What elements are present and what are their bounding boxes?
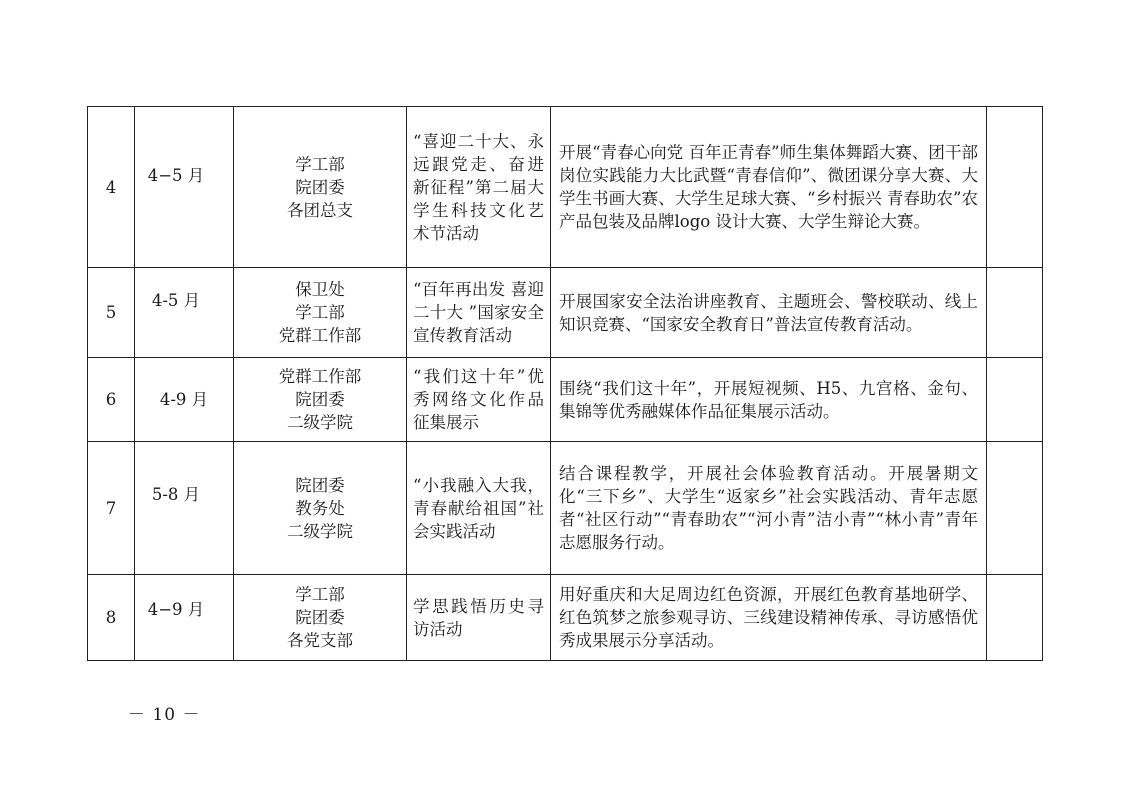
time-text: 4−9 月: [147, 600, 205, 619]
time-cell: [135, 268, 234, 358]
department-cell: 保卫处 学工部 党群工作部: [234, 268, 407, 358]
activity-name: “我们这十年”优秀网络文化作品征集展示: [413, 367, 544, 432]
time-text: 5-8 月: [151, 484, 201, 504]
activity-table: [87, 106, 1043, 661]
department-cell: 学工部 院团委 各团总支: [234, 107, 407, 268]
time-text: 4−5 月: [147, 165, 205, 185]
activity-content-cell: 用好重庆和大足周边红色资源，开展红色教育基地研学、红色筑梦之旅参观寻访、三线建设精神传承、寻访感悟优秀成果展示分享活动。: [551, 575, 987, 661]
row-number: 6: [88, 358, 135, 442]
activity-name: 学思践悟历史寻访活动: [413, 596, 544, 639]
table-row: [88, 575, 1043, 661]
activity-content-cell: 围绕“我们这十年”，开展短视频、H5、九宫格、金句、集锦等优秀融媒体作品征集展示活动。: [551, 358, 987, 442]
row-number: 8: [88, 575, 135, 661]
table-row: [88, 107, 1043, 268]
activity-content-cell: 开展国家安全法治讲座教育、主题班会、警校联动、线上知识竞赛、“国家安全教育日”普法宣传教育活动。: [551, 268, 987, 358]
note-cell: [987, 442, 1043, 575]
activity-content-cell: 结合课程教学，开展社会体验教育活动。开展暑期文化“三下乡”、大学生“返家乡”社会实践活动、青年志愿者“社区行动”“青春助农”“河小青”洁小青”“林小青”青年志愿服务行动。: [551, 442, 987, 575]
time-text: 4-5 月: [151, 291, 201, 310]
note-cell: [987, 107, 1043, 268]
activity-name-cell: [407, 442, 551, 575]
note-cell: [987, 358, 1043, 442]
note-cell: [987, 575, 1043, 661]
activity-name-cell: [407, 268, 551, 358]
time-cell: [135, 442, 234, 575]
activity-name: “小我融入大我，青春献给祖国”社会实践活动: [413, 475, 544, 541]
time-text: 4-9 月: [159, 390, 209, 409]
time-cell: [135, 107, 234, 268]
row-number: 5: [88, 268, 135, 358]
table-row: [88, 358, 1043, 442]
activity-name-cell: [407, 107, 551, 268]
activity-name: “喜迎二十大、永远跟党走、奋进新征程”第二届大学生科技文化艺术节活动: [413, 131, 544, 243]
activity-name: “百年再出发 喜迎二十大 ”国家安全宣传教育活动: [413, 280, 544, 345]
activity-content-cell: 开展“青春心向党 百年正青春”师生集体舞蹈大赛、团干部岗位实践能力大比武暨“青春信仰”、微团课分享大赛、大学生书画大赛、大学生足球大赛、“乡村振兴 青春助农”农产品包装及品牌logo 设计大赛、大学生辩论大赛。: [551, 107, 987, 268]
row-number: 7: [88, 442, 135, 575]
department-cell: 学工部 院团委 各党支部: [234, 575, 407, 661]
time-cell: [135, 575, 234, 661]
activity-name-cell: [407, 358, 551, 442]
activity-name-cell: [407, 575, 551, 661]
row-number: 4: [88, 107, 135, 268]
table-row: [88, 442, 1043, 575]
department-cell: 党群工作部 院团委 二级学院: [234, 358, 407, 442]
page-number: － 10 －: [128, 705, 201, 725]
note-cell: [987, 268, 1043, 358]
table-row: [88, 268, 1043, 358]
time-cell: [135, 358, 234, 442]
department-cell: 院团委 教务处 二级学院: [234, 442, 407, 575]
